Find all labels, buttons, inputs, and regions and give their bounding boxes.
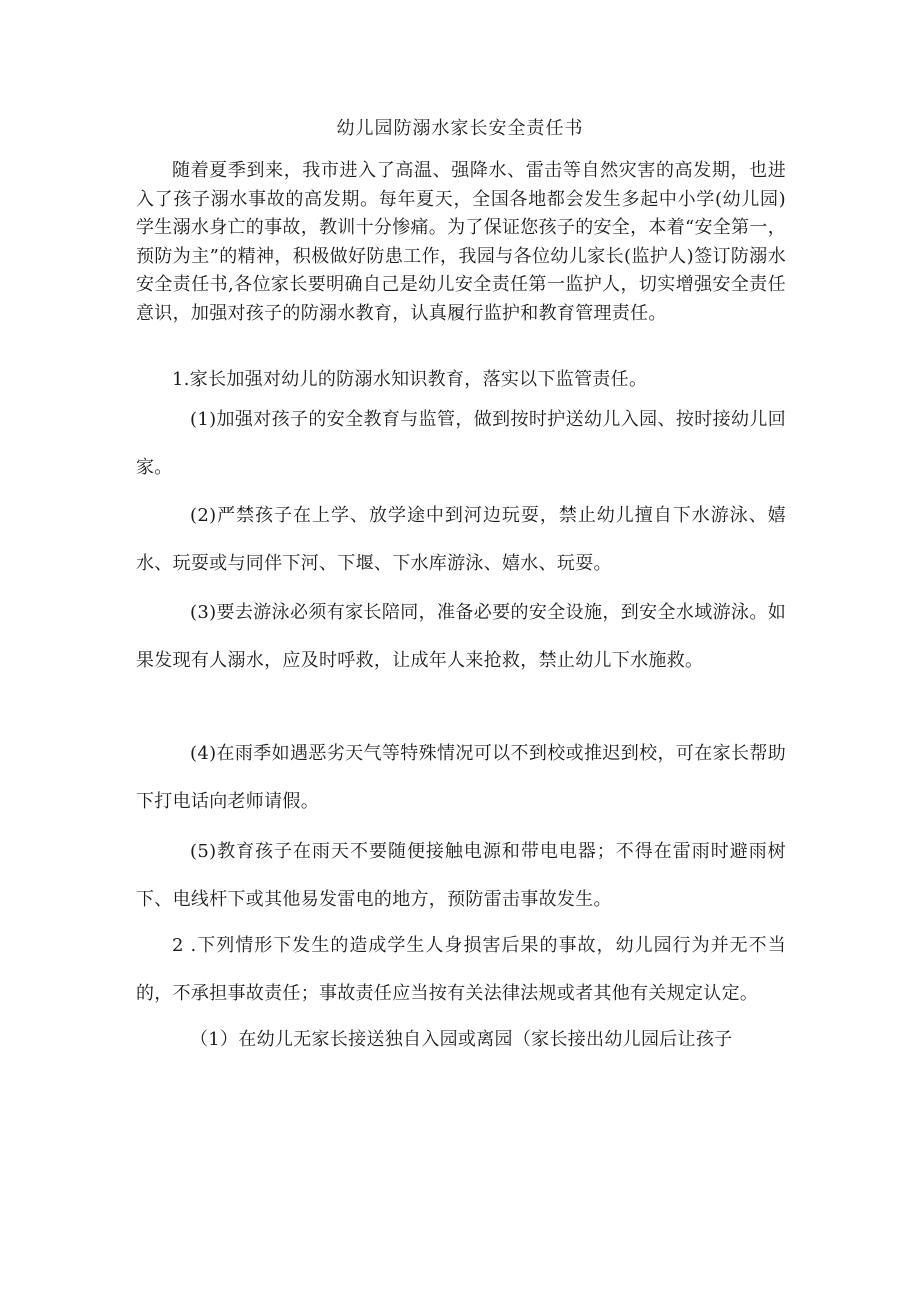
item1-sub2: (2)严禁孩子在上学、放学途中到河边玩耍，禁止幼儿擅自下水游泳、嬉水、玩耍或与同伴下河、下堰、下水库游泳、嬉水、玩耍。: [136, 505, 786, 574]
item1-heading: 1.家长加强对幼儿的防溺水知识教育，落实以下监管责任。: [172, 369, 648, 390]
item1-sub4: (4)在雨季如遇恶劣天气等特殊情况可以不到校或推迟到校，可在家长帮助下打电话向老师请假。: [136, 743, 786, 812]
item2-sub1: （1）在幼儿无家长接送独自入园或离园（家长接出幼儿园后让孩子: [190, 1029, 733, 1050]
document-title: 幼儿园防溺水家长安全责任书: [336, 118, 584, 139]
item1-sub1: (1)加强对孩子的安全教育与监管，做到按时护送幼儿入园、按时接幼儿回家。: [136, 409, 786, 478]
item1-sub5: (5)教育孩子在雨天不要随便接触电源和带电电器；不得在雷雨时避雨树下、电线杆下或其他易发雷电的地方，预防雷击事故发生。: [136, 841, 786, 910]
item1-sub3: (3)要去游泳必须有家长陪同，准备必要的安全设施，到安全水域游泳。如果发现有人溺水，应及时呼救，让成年人来抢救，禁止幼儿下水施救。: [136, 602, 786, 671]
intro-paragraph: 随着夏季到来，我市进入了高温、强降水、雷击等自然灾害的高发期，也进入了孩子溺水事故的高发期。每年夏天，全国各地都会发生多起中小学(幼儿园)学生溺水身亡的事故，教训十分惨痛。为了保证您孩子的安全，本着“安全第一，预防为主”的精神，积极做好防患工作，我园与各位幼儿家长(监护人)签订防溺水安全责任书,各位家长要明确自己是幼儿安全责任第一监护人，切实增强安全责任意识，加强对孩子的防溺水教育，认真履行监护和教育管理责任。: [136, 160, 786, 324]
item2-heading: 2 .下列情形下发生的造成学生人身损害后果的事故，幼儿园行为并无不当的，不承担事故责任；事故责任应当按有关法律法规或者其他有关规定认定。: [136, 935, 786, 1004]
